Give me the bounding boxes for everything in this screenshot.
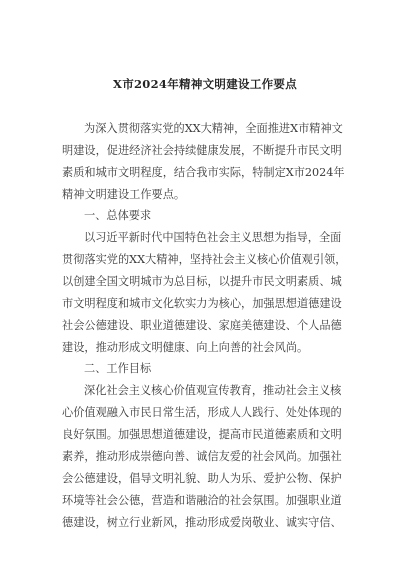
paragraph-line: 社会公德建设、职业道德建设、家庭美德建设、个人品德 (62, 319, 342, 332)
paragraph-line: 以习近平新时代中国特色社会主义思想为指导，全面 (84, 231, 342, 244)
paragraph-line: 精神文明建设工作要点。 (62, 188, 186, 201)
paragraph-line: 环境等社会公德，营造和谐融洽的社会氛围。加强职业道 (62, 494, 342, 507)
paragraph-line: 会公德建设，倡导文明礼貌、助人为乐、爱护公物、保护 (62, 472, 342, 485)
paragraph-line: 素质和城市文明程度，结合我市实际，特制定X市2024年 (62, 166, 345, 179)
paragraph-line: 贯彻落实党的XX大精神，坚持社会主义核心价值观引领， (62, 253, 347, 266)
document-title: X市2024年精神文明建设工作要点 (112, 77, 298, 91)
paragraph-line: 为深入贯彻落实党的XX大精神，全面推进X市精神文 (84, 122, 343, 135)
paragraph-line: 深化社会主义核心价值观宣传教育，推动社会主义核 (84, 384, 342, 397)
paragraph-line: 心价值观融入市民日常生活，形成人人践行、处处体现的 (62, 406, 342, 419)
paragraph-line: 德建设，树立行业新风，推动形成爱岗敬业、诚实守信、 (62, 516, 342, 529)
paragraph-line: 以创建全国文明城市为总目标，以提升市民文明素质、城 (62, 275, 342, 288)
paragraph-line: 市文明程度和城市文化软实力为核心，加强思想道德建设 (62, 297, 342, 310)
paragraph-line: 良好氛围。加强思想道德建设，提高市民道德素质和文明 (62, 428, 342, 441)
paragraph-line: 明建设，促进经济社会持续健康发展，不断提升市民文明 (62, 144, 342, 157)
paragraph-line: 建设，推动形成文明健康、向上向善的社会风尚。 (62, 341, 309, 354)
section-heading: 二、工作目标 (84, 362, 152, 375)
paragraph-line: 素养，推动形成崇德向善、诚信友爱的社会风尚。加强社 (62, 450, 342, 463)
section-heading: 一、总体要求 (84, 209, 152, 222)
